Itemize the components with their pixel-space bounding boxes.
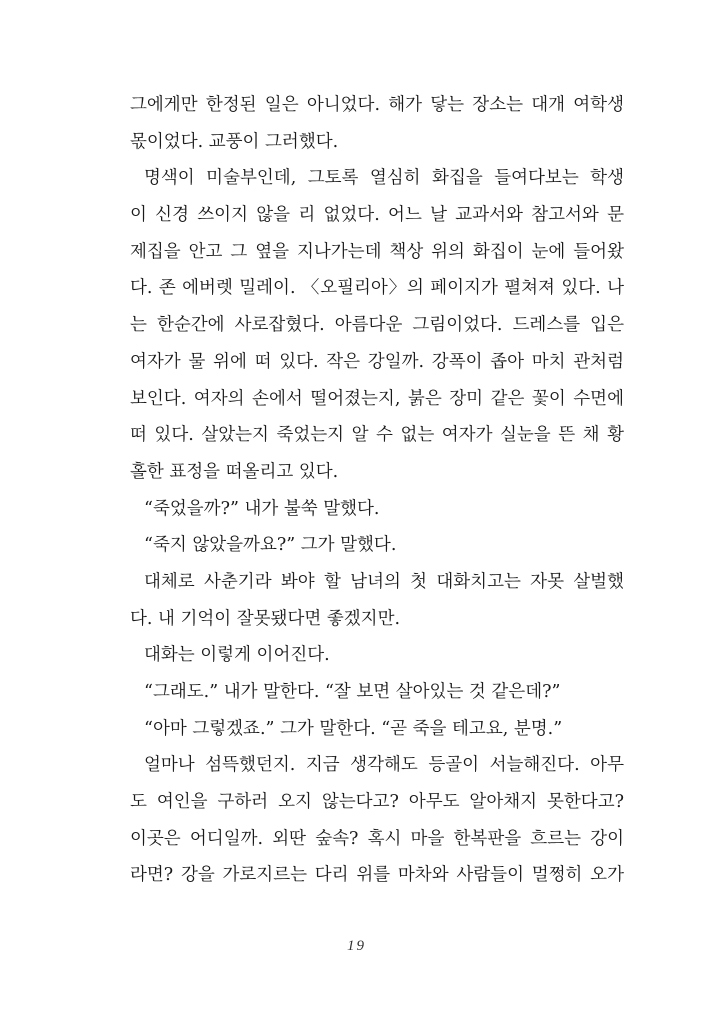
text-line-2: 몫이었다. 교풍이 그러했다.: [130, 131, 339, 152]
text-line-6: 다. 존 에버렛 밀레이. 〈오필리아〉의 페이지가 펼쳐져 있다. 나: [130, 278, 624, 299]
text-line-14: 대체로 사춘기라 봐야 할 남녀의 첫 대화치고는 자못 살벌했: [144, 571, 624, 592]
text-line-22: 라면? 강을 가로지르는 다리 위를 마차와 사람들이 멀쩡히 오가: [130, 865, 624, 886]
text-line-16: 대화는 이렇게 이어진다.: [144, 645, 330, 666]
text-line-13: “죽지 않았을까요?” 그가 말했다.: [144, 535, 397, 556]
text-line-20: 도 여인을 구하러 오지 않는다고? 아무도 알아채지 못한다고?: [130, 792, 624, 813]
text-line-12: “죽었을까?” 내가 불쑥 말했다.: [144, 498, 380, 519]
text-line-11: 홀한 표정을 떠올리고 있다.: [130, 461, 339, 482]
text-line-21: 이곳은 어디일까. 외딴 숲속? 혹시 마을 한복판을 흐르는 강이: [130, 828, 624, 849]
text-line-3: 명색이 미술부인데, 그토록 열심히 화집을 들여다보는 학생: [144, 168, 624, 189]
text-line-10: 떠 있다. 살았는지 죽었는지 알 수 없는 여자가 실눈을 뜬 채 황: [130, 425, 624, 446]
body-text: [130, 87, 624, 894]
text-line-17: “그래도.” 내가 말한다. “잘 보면 살아있는 것 같은데?”: [144, 682, 561, 702]
text-line-9: 보인다. 여자의 손에서 떨어졌는지, 붉은 장미 같은 꽃이 수면에: [130, 388, 624, 409]
text-line-15: 다. 내 기억이 잘못됐다면 좋겠지만.: [130, 608, 401, 629]
page-number: 19: [347, 938, 366, 954]
text-line-7: 는 한순간에 사로잡혔다. 아름다운 그림이었다. 드레스를 입은: [130, 315, 624, 336]
text-line-8: 여자가 물 위에 떠 있다. 작은 강일까. 강폭이 좁아 마치 관처럼: [130, 351, 624, 372]
text-line-4: 이 신경 쓰이지 않을 리 없었다. 어느 날 교과서와 참고서와 문: [130, 205, 624, 226]
text-line-1: 그에게만 한정된 일은 아니었다. 해가 닿는 장소는 대개 여학생: [130, 95, 624, 115]
text-line-5: 제집을 안고 그 옆을 지나가는데 책상 위의 화집이 눈에 들어왔: [130, 241, 624, 262]
text-line-19: 얼마나 섬뜩했던지. 지금 생각해도 등골이 서늘해진다. 아무: [144, 755, 624, 776]
text-line-18: “아마 그렇겠죠.” 그가 말한다. “곧 죽을 테고요, 분명.”: [144, 718, 563, 739]
